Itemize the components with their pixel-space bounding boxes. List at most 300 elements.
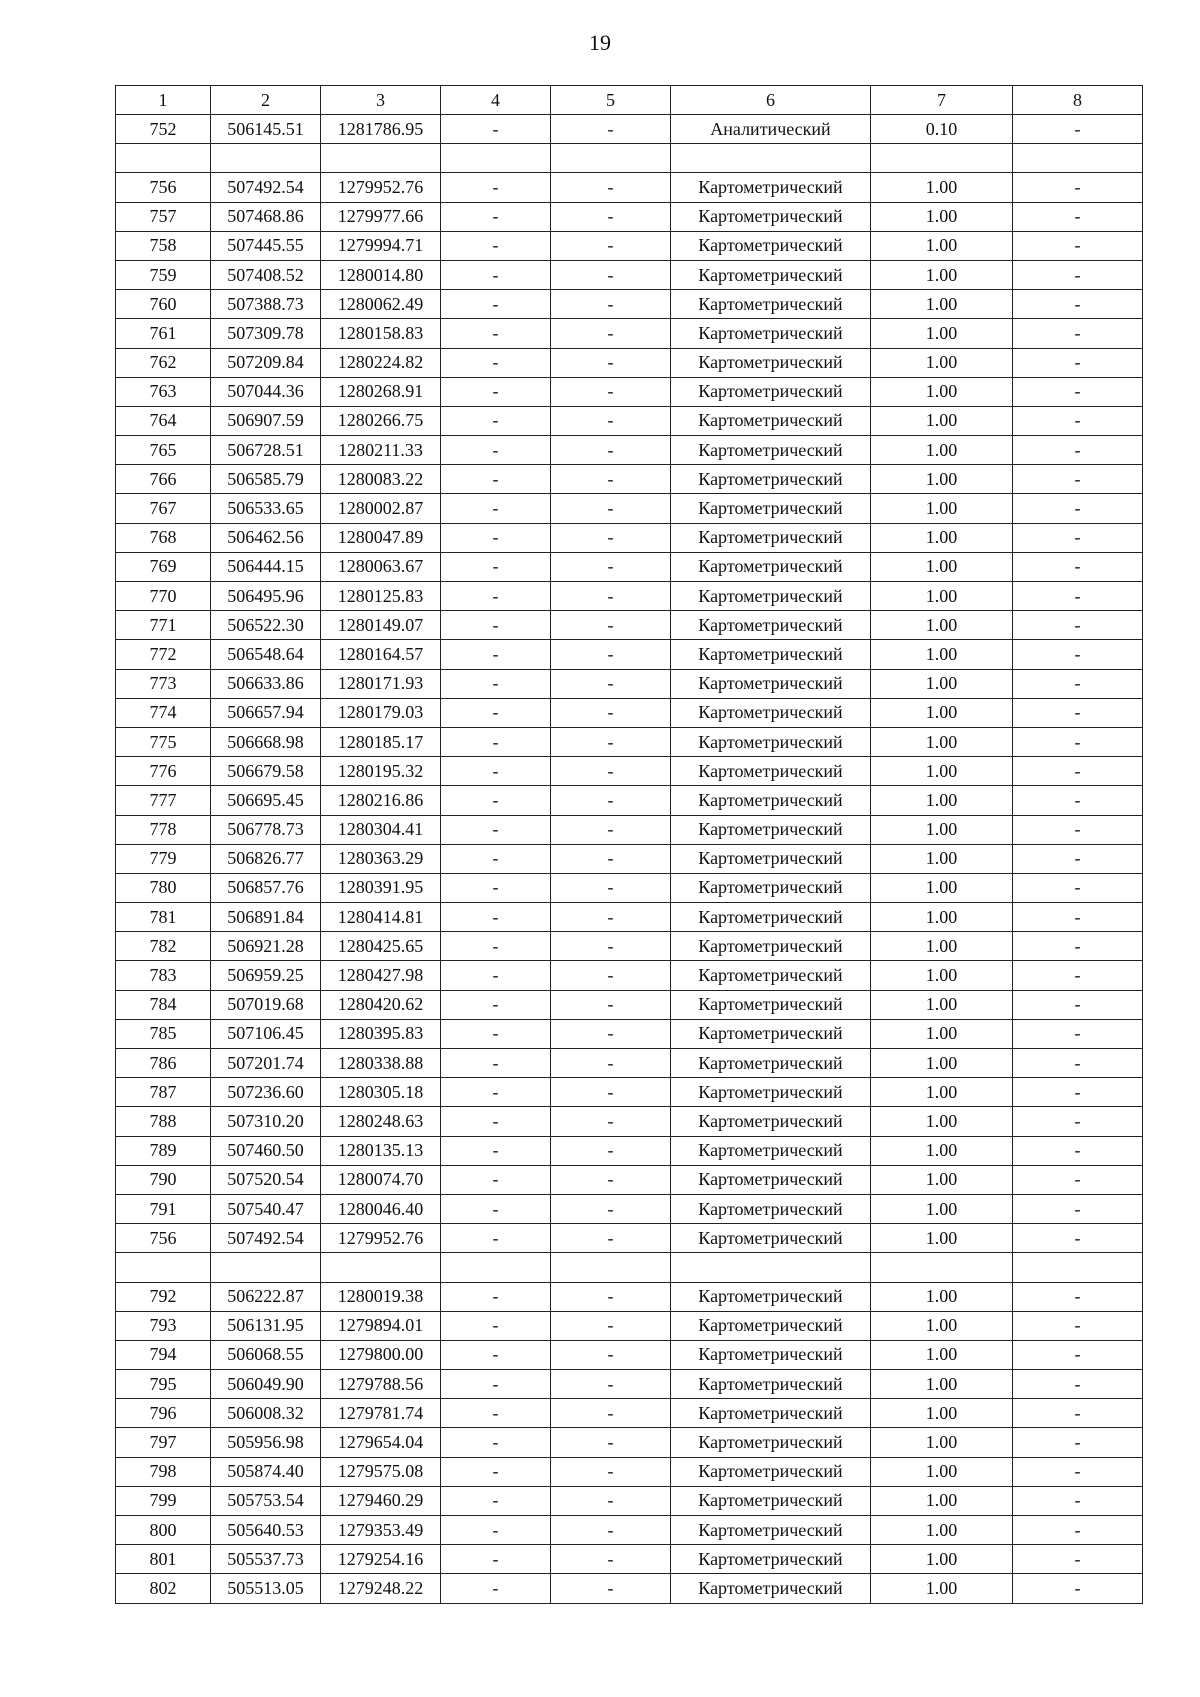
- table-cell: 1280268.91: [321, 377, 441, 406]
- table-cell: Картометрический: [671, 582, 871, 611]
- table-cell: -: [1013, 1311, 1143, 1340]
- table-cell: 1.00: [871, 873, 1013, 902]
- table-cell: -: [441, 1457, 551, 1486]
- table-cell: Картометрический: [671, 1165, 871, 1194]
- table-cell: 1280338.88: [321, 1049, 441, 1078]
- table-cell: 1.00: [871, 698, 1013, 727]
- table-cell: 774: [116, 698, 211, 727]
- table-cell: Картометрический: [671, 640, 871, 669]
- table-row: [116, 757, 1143, 786]
- table-cell: 1.00: [871, 1049, 1013, 1078]
- table-cell: Картометрический: [671, 1457, 871, 1486]
- table-cell: -: [551, 319, 671, 348]
- table-cell: 1280158.83: [321, 319, 441, 348]
- table-cell: Картометрический: [671, 173, 871, 202]
- table-cell: Картометрический: [671, 815, 871, 844]
- table-row: [116, 873, 1143, 902]
- table-row: [116, 698, 1143, 727]
- table-cell: -: [1013, 552, 1143, 581]
- table-cell: -: [1013, 727, 1143, 756]
- table-cell: Картометрический: [671, 903, 871, 932]
- table-row: [116, 1136, 1143, 1165]
- table-cell: 1.00: [871, 786, 1013, 815]
- table-cell: Картометрический: [671, 873, 871, 902]
- table-row: [116, 1311, 1143, 1340]
- table-cell: 1279248.22: [321, 1574, 441, 1603]
- table-cell: 506778.73: [211, 815, 321, 844]
- table-cell: 797: [116, 1428, 211, 1457]
- table-cell: -: [441, 640, 551, 669]
- table-cell: -: [551, 552, 671, 581]
- table-cell: -: [1013, 1545, 1143, 1574]
- table-cell: -: [441, 1428, 551, 1457]
- table-cell: -: [1013, 1574, 1143, 1603]
- table-cell: -: [1013, 348, 1143, 377]
- table-cell: Картометрический: [671, 932, 871, 961]
- table-cell: -: [441, 290, 551, 319]
- table-cell: 505513.05: [211, 1574, 321, 1603]
- table-cell: -: [1013, 290, 1143, 319]
- table-cell: 507044.36: [211, 377, 321, 406]
- table-cell: -: [551, 1516, 671, 1545]
- table-cell: -: [551, 669, 671, 698]
- table-cell: 1.00: [871, 377, 1013, 406]
- table-cell: Картометрический: [671, 1136, 871, 1165]
- table-cell: 1.00: [871, 640, 1013, 669]
- table-cell: -: [551, 1428, 671, 1457]
- table-cell: 1279952.76: [321, 1224, 441, 1253]
- table-cell: -: [441, 1224, 551, 1253]
- table-cell: -: [551, 1165, 671, 1194]
- table-cell: 764: [116, 406, 211, 435]
- table-cell: -: [441, 961, 551, 990]
- table-cell: 507309.78: [211, 319, 321, 348]
- table-cell: Картометрический: [671, 1574, 871, 1603]
- table-cell: -: [441, 727, 551, 756]
- table-body: [116, 115, 1143, 1604]
- empty-cell: [671, 144, 871, 173]
- table-cell: -: [551, 231, 671, 260]
- table-cell: 507201.74: [211, 1049, 321, 1078]
- table-row: [116, 290, 1143, 319]
- empty-cell: [671, 1253, 871, 1282]
- table-cell: -: [441, 1311, 551, 1340]
- table-cell: -: [1013, 1107, 1143, 1136]
- table-cell: 1280135.13: [321, 1136, 441, 1165]
- table-cell: -: [551, 815, 671, 844]
- table-cell: 1280216.86: [321, 786, 441, 815]
- table-cell: 1280063.67: [321, 552, 441, 581]
- table-cell: 796: [116, 1399, 211, 1428]
- empty-cell: [441, 1253, 551, 1282]
- table-cell: -: [441, 173, 551, 202]
- table-cell: -: [551, 727, 671, 756]
- table-cell: -: [1013, 436, 1143, 465]
- table-row: [116, 1545, 1143, 1574]
- table-cell: 1280211.33: [321, 436, 441, 465]
- table-cell: 507310.20: [211, 1107, 321, 1136]
- table-cell: -: [441, 932, 551, 961]
- table-cell: 1279952.76: [321, 173, 441, 202]
- table-cell: 783: [116, 961, 211, 990]
- table-cell: 1280395.83: [321, 1019, 441, 1048]
- table-cell: 778: [116, 815, 211, 844]
- table-cell: 1280014.80: [321, 260, 441, 289]
- table-cell: Картометрический: [671, 961, 871, 990]
- table-cell: 1.00: [871, 1399, 1013, 1428]
- table-cell: -: [551, 873, 671, 902]
- table-row: [116, 1428, 1143, 1457]
- table-cell: 1.00: [871, 1457, 1013, 1486]
- table-row: [116, 1516, 1143, 1545]
- table-row: [116, 990, 1143, 1019]
- table-row: [116, 260, 1143, 289]
- table-cell: Картометрический: [671, 1019, 871, 1048]
- table-cell: -: [441, 1282, 551, 1311]
- table-cell: 766: [116, 465, 211, 494]
- table-cell: Картометрический: [671, 1282, 871, 1311]
- table-cell: -: [1013, 173, 1143, 202]
- table-cell: 1.00: [871, 611, 1013, 640]
- table-cell: 1280248.63: [321, 1107, 441, 1136]
- table-cell: 1280047.89: [321, 523, 441, 552]
- table-cell: -: [1013, 1049, 1143, 1078]
- table-cell: -: [1013, 932, 1143, 961]
- table-cell: 1280391.95: [321, 873, 441, 902]
- table-cell: 760: [116, 290, 211, 319]
- table-cell: 1.00: [871, 727, 1013, 756]
- table-cell: -: [551, 1340, 671, 1369]
- table-cell: 798: [116, 1457, 211, 1486]
- table-cell: 779: [116, 844, 211, 873]
- table-row: [116, 494, 1143, 523]
- table-cell: -: [551, 903, 671, 932]
- table-cell: -: [441, 1399, 551, 1428]
- table-cell: -: [551, 990, 671, 1019]
- table-cell: -: [1013, 990, 1143, 1019]
- table-cell: 767: [116, 494, 211, 523]
- table-cell: -: [441, 1165, 551, 1194]
- table-cell: 506907.59: [211, 406, 321, 435]
- table-cell: -: [551, 173, 671, 202]
- table-header-row: [116, 86, 1143, 115]
- table-cell: 505956.98: [211, 1428, 321, 1457]
- table-cell: -: [441, 1049, 551, 1078]
- table-cell: Картометрический: [671, 1340, 871, 1369]
- table-cell: -: [441, 1370, 551, 1399]
- table-cell: Картометрический: [671, 1545, 871, 1574]
- table-row: [116, 844, 1143, 873]
- table-cell: -: [551, 115, 671, 144]
- table-cell: 1.00: [871, 494, 1013, 523]
- table-cell: 1279994.71: [321, 231, 441, 260]
- table-cell: 1.00: [871, 1107, 1013, 1136]
- empty-cell: [1013, 1253, 1143, 1282]
- table-cell: -: [1013, 115, 1143, 144]
- table-cell: -: [441, 1136, 551, 1165]
- table-cell: -: [1013, 815, 1143, 844]
- table-cell: 506522.30: [211, 611, 321, 640]
- table-cell: -: [441, 406, 551, 435]
- table-cell: -: [551, 494, 671, 523]
- table-cell: -: [1013, 786, 1143, 815]
- table-cell: 1.00: [871, 202, 1013, 231]
- table-cell: -: [1013, 231, 1143, 260]
- table-cell: 1280425.65: [321, 932, 441, 961]
- table-cell: 1280266.75: [321, 406, 441, 435]
- table-cell: 507236.60: [211, 1078, 321, 1107]
- table-row: [116, 406, 1143, 435]
- table-cell: 782: [116, 932, 211, 961]
- table-cell: -: [551, 377, 671, 406]
- table-cell: 1.00: [871, 231, 1013, 260]
- empty-cell: [871, 144, 1013, 173]
- table-cell: -: [551, 465, 671, 494]
- table-cell: -: [551, 1545, 671, 1574]
- table-cell: 769: [116, 552, 211, 581]
- table-cell: -: [551, 406, 671, 435]
- table-row: [116, 1194, 1143, 1223]
- table-cell: -: [551, 1136, 671, 1165]
- table-cell: 775: [116, 727, 211, 756]
- table-cell: 507019.68: [211, 990, 321, 1019]
- table-cell: 776: [116, 757, 211, 786]
- empty-cell: [551, 1253, 671, 1282]
- table-cell: -: [1013, 698, 1143, 727]
- table-cell: -: [441, 815, 551, 844]
- table-cell: 1279781.74: [321, 1399, 441, 1428]
- table-cell: 1.00: [871, 1545, 1013, 1574]
- table-cell: 1280420.62: [321, 990, 441, 1019]
- table-cell: -: [441, 990, 551, 1019]
- table-cell: 759: [116, 260, 211, 289]
- table-cell: -: [441, 698, 551, 727]
- table-cell: 1.00: [871, 1516, 1013, 1545]
- table-cell: -: [551, 1486, 671, 1515]
- table-row: [116, 669, 1143, 698]
- table-cell: 507492.54: [211, 173, 321, 202]
- table-cell: 506444.15: [211, 552, 321, 581]
- table-cell: -: [1013, 1399, 1143, 1428]
- table-row: [116, 727, 1143, 756]
- table-cell: -: [441, 844, 551, 873]
- table-cell: Картометрический: [671, 1370, 871, 1399]
- table-cell: 1279353.49: [321, 1516, 441, 1545]
- table-cell: 1.00: [871, 319, 1013, 348]
- table-cell: -: [551, 1399, 671, 1428]
- table-cell: 1.00: [871, 669, 1013, 698]
- table-cell: 1.00: [871, 290, 1013, 319]
- table-row: [116, 523, 1143, 552]
- table-row: [116, 1019, 1143, 1048]
- table-cell: 1.00: [871, 1282, 1013, 1311]
- table-row: [116, 377, 1143, 406]
- table-cell: 1.00: [871, 552, 1013, 581]
- table-cell: Картометрический: [671, 757, 871, 786]
- table-cell: Картометрический: [671, 727, 871, 756]
- table-cell: -: [551, 1282, 671, 1311]
- table-cell: 794: [116, 1340, 211, 1369]
- table-cell: 1279788.56: [321, 1370, 441, 1399]
- table-cell: -: [1013, 1457, 1143, 1486]
- table-cell: -: [1013, 844, 1143, 873]
- table-cell: Картометрический: [671, 319, 871, 348]
- table-cell: Картометрический: [671, 377, 871, 406]
- table-cell: 1280179.03: [321, 698, 441, 727]
- table-cell: 506495.96: [211, 582, 321, 611]
- table-cell: -: [1013, 202, 1143, 231]
- table-cell: -: [1013, 1019, 1143, 1048]
- table-cell: -: [441, 523, 551, 552]
- column-header: 7: [871, 86, 1013, 115]
- table-cell: -: [441, 873, 551, 902]
- table-row: [116, 640, 1143, 669]
- table-row: [116, 1370, 1143, 1399]
- table-cell: 506826.77: [211, 844, 321, 873]
- table-row: [116, 611, 1143, 640]
- table-cell: 772: [116, 640, 211, 669]
- table-cell: 1.00: [871, 1486, 1013, 1515]
- table-cell: -: [1013, 319, 1143, 348]
- table-cell: 505874.40: [211, 1457, 321, 1486]
- table-row: [116, 552, 1143, 581]
- empty-cell: [321, 1253, 441, 1282]
- table-cell: 1.00: [871, 990, 1013, 1019]
- table-cell: 506049.90: [211, 1370, 321, 1399]
- table-cell: 506657.94: [211, 698, 321, 727]
- table-cell: 1279654.04: [321, 1428, 441, 1457]
- table-cell: 763: [116, 377, 211, 406]
- table-cell: 1281786.95: [321, 115, 441, 144]
- empty-cell: [211, 1253, 321, 1282]
- table-cell: 1280083.22: [321, 465, 441, 494]
- table-cell: 0.10: [871, 115, 1013, 144]
- column-header: 2: [211, 86, 321, 115]
- table-cell: 506679.58: [211, 757, 321, 786]
- table-cell: 507445.55: [211, 231, 321, 260]
- table-cell: 1.00: [871, 523, 1013, 552]
- table-cell: 795: [116, 1370, 211, 1399]
- table-cell: Картометрический: [671, 494, 871, 523]
- table-cell: -: [551, 1224, 671, 1253]
- table-cell: Картометрический: [671, 1516, 871, 1545]
- table-row: [116, 932, 1143, 961]
- table-row: [116, 1224, 1143, 1253]
- table-cell: 1.00: [871, 260, 1013, 289]
- table-cell: Картометрический: [671, 1486, 871, 1515]
- table-cell: 1.00: [871, 1019, 1013, 1048]
- table-cell: 1280149.07: [321, 611, 441, 640]
- table-cell: 1.00: [871, 465, 1013, 494]
- table-cell: Картометрический: [671, 231, 871, 260]
- table-cell: -: [551, 523, 671, 552]
- table-cell: 1.00: [871, 1136, 1013, 1165]
- table-cell: 777: [116, 786, 211, 815]
- table-cell: -: [551, 1107, 671, 1136]
- table-cell: -: [1013, 1370, 1143, 1399]
- table-cell: -: [551, 611, 671, 640]
- table-cell: 780: [116, 873, 211, 902]
- table-cell: 1279800.00: [321, 1340, 441, 1369]
- table-cell: 790: [116, 1165, 211, 1194]
- table-cell: -: [441, 115, 551, 144]
- table-cell: 1280224.82: [321, 348, 441, 377]
- table-cell: Картометрический: [671, 1049, 871, 1078]
- table-row: [116, 961, 1143, 990]
- table-cell: -: [551, 1078, 671, 1107]
- table-cell: -: [441, 611, 551, 640]
- table-cell: -: [551, 290, 671, 319]
- table-cell: 506695.45: [211, 786, 321, 815]
- table-cell: Картометрический: [671, 552, 871, 581]
- empty-cell: [551, 144, 671, 173]
- table-cell: -: [441, 202, 551, 231]
- table-cell: 506533.65: [211, 494, 321, 523]
- table-cell: -: [441, 1516, 551, 1545]
- table-cell: -: [1013, 406, 1143, 435]
- table-cell: -: [551, 436, 671, 465]
- table-cell: 1.00: [871, 961, 1013, 990]
- table-cell: 752: [116, 115, 211, 144]
- table-cell: -: [1013, 1136, 1143, 1165]
- table-cell: 1279460.29: [321, 1486, 441, 1515]
- table-row: [116, 348, 1143, 377]
- table-cell: -: [441, 1486, 551, 1515]
- table-cell: -: [441, 582, 551, 611]
- table-cell: 1280019.38: [321, 1282, 441, 1311]
- table-cell: -: [1013, 873, 1143, 902]
- table-cell: -: [1013, 582, 1143, 611]
- table-cell: 788: [116, 1107, 211, 1136]
- table-cell: Картометрический: [671, 348, 871, 377]
- table-cell: Картометрический: [671, 1224, 871, 1253]
- table-cell: Картометрический: [671, 202, 871, 231]
- table-cell: 761: [116, 319, 211, 348]
- table-cell: -: [551, 1457, 671, 1486]
- table-cell: -: [551, 1574, 671, 1603]
- table-cell: Картометрический: [671, 1311, 871, 1340]
- table-cell: 1280062.49: [321, 290, 441, 319]
- empty-cell: [116, 144, 211, 173]
- table-cell: -: [1013, 377, 1143, 406]
- empty-cell: [441, 144, 551, 173]
- table-cell: 507408.52: [211, 260, 321, 289]
- table-cell: -: [441, 669, 551, 698]
- table-row: [116, 1340, 1143, 1369]
- table-cell: 1.00: [871, 582, 1013, 611]
- table-cell: 758: [116, 231, 211, 260]
- table-cell: Картометрический: [671, 523, 871, 552]
- table-row: [116, 1486, 1143, 1515]
- table-cell: 771: [116, 611, 211, 640]
- table-cell: 506145.51: [211, 115, 321, 144]
- table-cell: 1.00: [871, 1165, 1013, 1194]
- empty-cell: [321, 144, 441, 173]
- table-cell: 507540.47: [211, 1194, 321, 1223]
- table-cell: 506633.86: [211, 669, 321, 698]
- table-cell: -: [1013, 1194, 1143, 1223]
- table-cell: 1.00: [871, 406, 1013, 435]
- table-cell: 1280125.83: [321, 582, 441, 611]
- table-row: [116, 1282, 1143, 1311]
- table-cell: 781: [116, 903, 211, 932]
- table-cell: 785: [116, 1019, 211, 1048]
- table-row: [116, 1049, 1143, 1078]
- column-header: 1: [116, 86, 211, 115]
- table-cell: 757: [116, 202, 211, 231]
- coordinates-table: [115, 85, 1143, 1604]
- table-cell: -: [441, 903, 551, 932]
